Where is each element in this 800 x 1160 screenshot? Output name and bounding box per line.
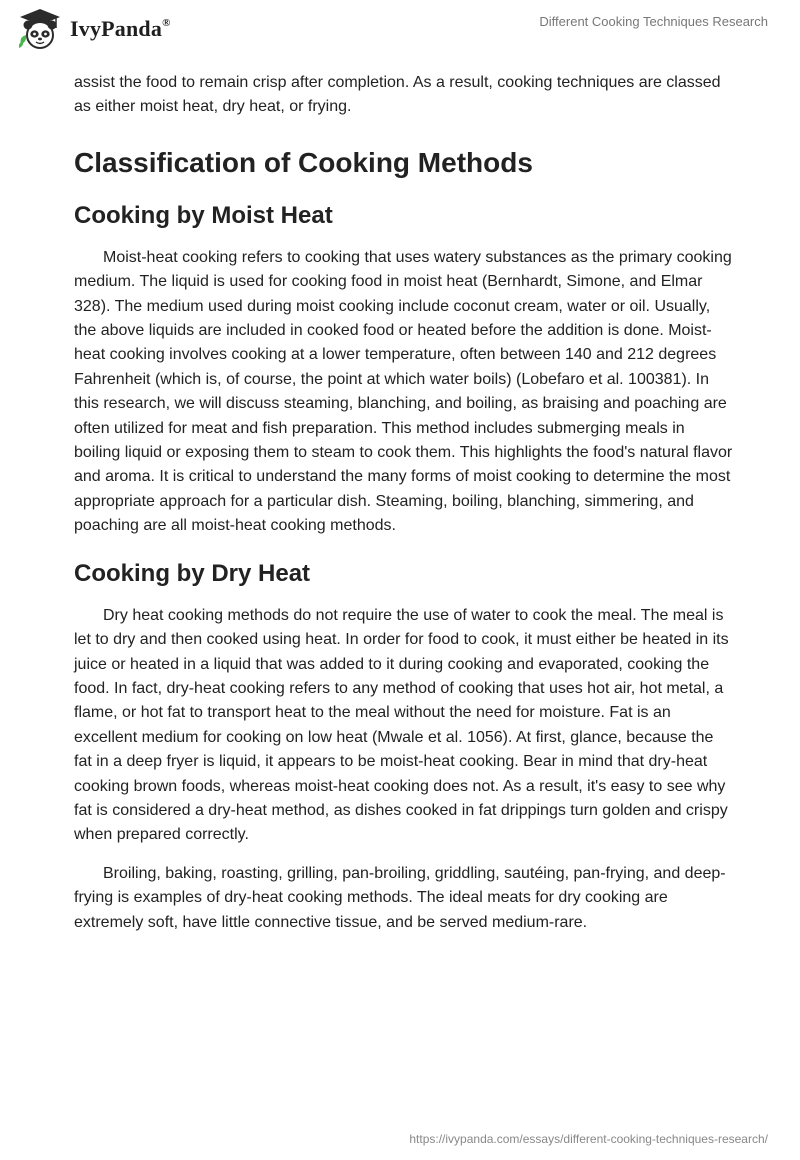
page-header bbox=[0, 0, 800, 64]
logo-text: IvyPanda® bbox=[70, 16, 171, 41]
section-heading: Classification of Cooking Methods bbox=[74, 146, 533, 178]
subheading-dry-heat: Cooking by Dry Heat bbox=[74, 559, 311, 587]
subheading-moist-heat: Cooking by Moist Heat bbox=[74, 201, 333, 229]
paragraph-moist-heat: Moist-heat cooking refers to cooking that uses watery substances as the primary cooking medium. The liquid is used for cooking food in moist heat (Bernhardt, Simone, and Elmar 328). The medium used during moist cooking include coconut cream, water or oil. Usually, the above liquids are included in cooked food or heated before the addition is done. Moist-heat cooking involves cooking at a lower temperature, often between 140 and 212 degrees Fahrenheit (which is, of course, the point at which water boils) (Lobefaro et al. 100381). In this research, we will discuss steaming, blanching, and boiling, as braising and poaching are often utilized for meat and fish preparation. This method includes submerging meals in boiling liquid or exposing them to steam to cook them. This highlights the food's natural flavor and aroma. It is critical to understand the many forms of moist cooking to determine the most appropriate approach for a particular dish. Steaming, boiling, blanching, simmering, and poaching are all moist-heat cooking methods. bbox=[74, 248, 733, 535]
registered-mark: ® bbox=[162, 16, 171, 29]
paragraph-dry-heat-2: Broiling, baking, roasting, grilling, pan-broiling, griddling, sautéing, pan-frying, and deep-frying is examples of dry-heat cooking methods. The ideal meats for dry cooking are extremely soft, have little connective tissue, and be served medium-rare. bbox=[74, 864, 726, 931]
source-url[interactable]: https://ivypanda.com/essays/different-cooking-techniques-research/ bbox=[409, 1132, 768, 1146]
intro-paragraph: assist the food to remain crisp after completion. As a result, cooking techniques are classed as either moist heat, dry heat, or frying. bbox=[74, 74, 721, 116]
logo[interactable] bbox=[16, 8, 171, 50]
document-title: Different Cooking Techniques Research bbox=[539, 14, 768, 29]
essay-body bbox=[74, 71, 734, 935]
panda-graduate-icon bbox=[16, 8, 64, 50]
paragraph-dry-heat-1: Dry heat cooking methods do not require the use of water to cook the meal. The meal is let to dry and then cooked using heat. In order for food to cook, it must either be heated in its juice or heated in a liquid that was added to it during cooking and evaporated, cooking the food. In fact, dry-heat cooking refers to any method of cooking that uses hot air, hot metal, a flame, or hot fat to transport heat to the meal without the need for moisture. Fat is an excellent medium for cooking on low heat (Mwale et al. 1056). At first, glance, because the fat in a deep fryer is liquid, it appears to be moist-heat cooking. Bear in mind that dry-heat cooking brown foods, whereas moist-heat cooking does not. As a result, it's easy to see why fat is considered a dry-heat method, as dishes cooked in fat drippings turn golden and crispy when prepared correctly. bbox=[74, 606, 729, 844]
